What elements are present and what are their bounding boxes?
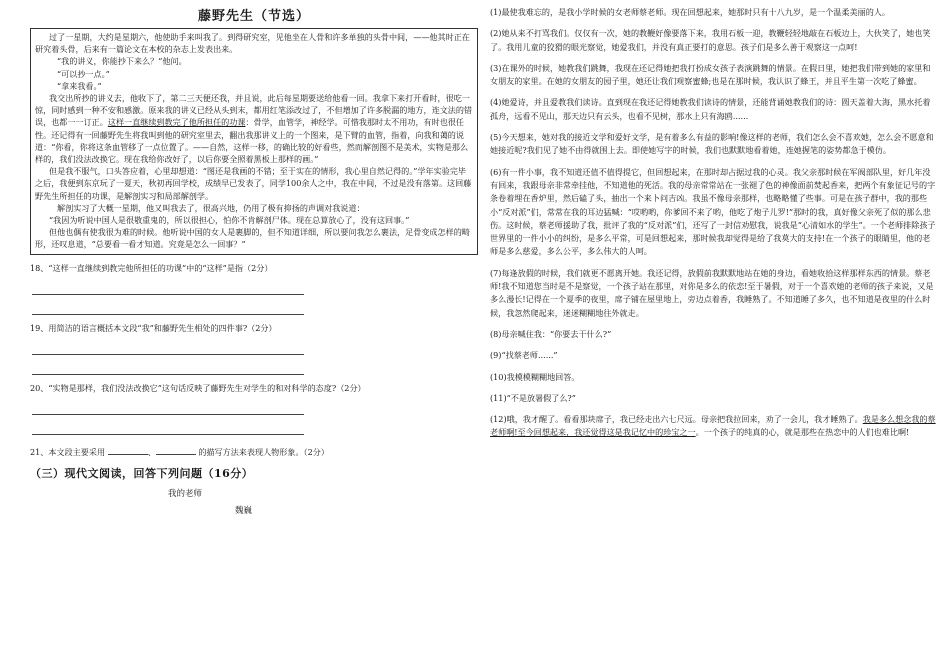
paragraph-text: (7)每逢放假的时候，我们就更不愿离开她。我还记得，放假前我默默地站在她的身边，看她收拾这样那样东西的情景。蔡老师!我不知道您当时是不是察觉，一个孩子站在那里，对你是多么的依恋!至于暑假，对于一个喜欢她的老师的孩子来说，又是多么漫长!记得在一个夏季的夜里，席子铺在屋里地上，旁边点着香，我睡熟了。不知道睡了多久，也不知道是夜里的什么时候，我忽然爬起来，迷迷糊糊地往外就走。: [490, 267, 934, 318]
answer-line[interactable]: [32, 275, 304, 295]
section-heading: （三）现代文阅读，回答下列问题（16分）: [30, 466, 254, 480]
paragraph: [490, 27, 938, 54]
paragraph-text: (3)在课外的时候，她教我们跳舞，我现在还记得她把我打扮成女孩子表演跳舞的情景。在假日里，她把我们带到她的家里和女朋友的家里。在她的女朋友的园子里，她还让我们观察蜜蜂;也是在那时候，我认识了蜂王，并且平生第一次吃了蜂蜜。: [490, 62, 931, 87]
paragraph: [490, 413, 938, 440]
paragraph: [490, 166, 938, 259]
answer-line[interactable]: [32, 395, 304, 415]
paragraph-text: (9)“找蔡老师......”: [490, 350, 558, 361]
paragraph-text: 。一个孩子的纯真的心，就是那些在热恋中的人们也难比啊!: [695, 427, 910, 438]
paragraph-text: (11)“不是放暑假了么?”: [490, 392, 576, 403]
answer-line[interactable]: [32, 295, 304, 315]
question-21-sep: 、: [147, 446, 156, 457]
question-20: [30, 382, 478, 435]
paragraph-text: (1)最使我难忘的，是我小学时候的女老师蔡老师。现在回想起来，她那时只有十八九岁，是一个温柔美丽的人。: [490, 7, 890, 17]
paragraph-text: “可以抄一点。”: [57, 68, 110, 79]
paragraph: [490, 267, 938, 320]
answer-line[interactable]: [32, 355, 304, 375]
question-21-suffix: 的描写方法来表现人物形象。（2分）: [198, 446, 329, 457]
essay-title: 我的老师: [168, 488, 203, 499]
underlined-sentence: 我是多么想念我的蔡老师啊!至今回想起来，我还觉得这是我记忆中的珍宝之一: [490, 414, 936, 438]
paragraph-text: 但他也偶有使我很为难的时候。他听说中国的女人是裹脚的，但不知道详细，所以要问我怎么裹法，足骨变成怎样的畸形，还叹息道，“总要看一看才知道。究竟是怎么一回事？”: [35, 227, 470, 250]
paragraph: [35, 202, 473, 214]
paragraph: [35, 226, 473, 250]
paragraph-text: 但是我不服气，口头答应着，心里却想道：“图还是我画的不错；至于实在的情形，我心里自然记得的。”学年实验完毕之后，我便到东京玩了一夏天，秋初再回学校，成绩早已发表了，同学100余人之中，我在中间，不过是没有落第。这回藤野先生所担任的功课，是解剖实习和局部解剖学。: [35, 166, 472, 201]
underlined-sentence: 这样一直继续到教完了他所担任的功课: [107, 117, 246, 128]
paragraph-text: 过了一星期，大约是星期六，他使助手来叫我了。到得研究室，见他坐在人骨和许多单独的头骨中间，——他其时正在研究着头骨，后来有一篇论文在本校的杂志上发表出来。: [35, 32, 470, 55]
answer-line[interactable]: [32, 335, 304, 355]
paragraph: [35, 92, 473, 165]
paragraph-text: (12)哦，我才醒了。看看那块席子，我已经走出六七尺远。母亲把我拉回来，劝了一会儿，我才睡熟了。: [490, 414, 863, 425]
paragraph-text: (8)母亲喊住我：“你要去干什么?”: [490, 328, 612, 339]
essay-column: [490, 6, 938, 448]
paragraph-text: “拿来我看。”: [57, 80, 102, 91]
paragraph-text: (5)今天想来，她对我的接近文学和爱好文学，是有着多么有益的影响!像这样的老师，我们怎么会不喜欢她，怎么会不愿意和她接近呢?我们见了她不由得就围上去。即使她写字的时候，我们也默默地看着她，连她握笔的姿势都急于模仿。: [490, 132, 934, 156]
paragraph: [35, 214, 473, 226]
passage-title: 藤野先生（节选）: [197, 9, 310, 24]
paragraph: [490, 96, 938, 123]
paragraph: [490, 6, 938, 19]
paragraph: [490, 328, 938, 341]
paragraph-text: “我的讲义，你能抄下来么？”他问。: [57, 56, 187, 67]
paragraph-text: 解剖实习了大概一星期，他又叫我去了，很高兴地，仍用了极有抑扬的声调对我说道：: [57, 202, 365, 213]
paragraph-text: (2)她从来不打骂我们。仅仅有一次，她的教鞭好像要落下来，我用石板一迎，教鞭轻轻地敲在石板边上，大伙笑了，她也笑了。我用儿童的狡猾的眼光察觉，她爱我们，并没有真正要打的意思。孩子们是多么善于观察这一点呵!: [490, 28, 931, 52]
paragraph: [490, 131, 938, 158]
blank-field[interactable]: [156, 445, 196, 455]
essay-author: 魏巍: [235, 505, 253, 516]
paragraph-text: (6)有一件小事，我不知道还值不值得提它，但回想起来，在那时却占据过我的心灵。我父亲那时候在军阀部队里，好几年没有回来，我跟母亲非常牵挂他，不知道他的死活。我的母亲常常站在一张褪了色的神像面前焚起香来，把两个有象征记号的字条卷着埋在香炉里，然后磕了头，抽出一个来卜问吉凶。我虽不像母亲那样，也略略懂了些事。可是在孩子群中，我的那些小“反对派”们，常常在我的耳边猛喊：“哎哟哟，你爹回不来了哟，他吃了炮子儿罗!”那时的我，真好像父亲死了似的那么悲伤。这时候，蔡老师援助了我，批评了我的“反对派”们，还写了一封信劝慰我，说我是“心清如水的学生”。一个老师排除孩子世界里的一件小小的纠纷，是多么平常，可是回想起来，那时候我却觉得是给了我莫大的支持!在一个孩子的眼睛里，他的老师是多么慈爱，多么公平，多么伟大的人呵。: [490, 166, 936, 257]
passage-box: [30, 28, 478, 255]
question-20-text: 20、“实物是那样，我们没法改换它”这句话反映了藤野先生对学生的和对科学的态度?（2分）: [30, 382, 366, 393]
paragraph-text: (10)我模模糊糊地回答。: [490, 371, 580, 382]
paragraph-text: ：骨学，血管学，神经学。可惜我那时太不用功，有时也很任性。还记得有一回藤野先生将我叫到他的研究室里去，翻出我那讲义上的一个图来，是下臂的血管，指着，向我和蔼的说道：“你看，你将这条血管移了一点位置了。——自然，这样一移，的确比较的好看些，然而解剖图不是美术，实物是那么样的，我们没法改换它。现在我给你改好了，以后你要全照着黑板上那样的画。”: [35, 117, 469, 165]
question-21-prefix: 21、本文段主要采用: [30, 446, 106, 457]
paragraph: [35, 31, 473, 55]
paragraph-text: (4)她爱诗，并且爱教我们读诗。直到现在我还记得她教我们读诗的情景，还能背诵她教我们的诗：圆天盖着大海，黑水托着孤舟，远看不见山，那天边只有云头，也看不见树，那水上只有海鸥......: [490, 97, 931, 121]
paragraph: [490, 392, 938, 405]
paragraph-text: 我交出所抄的讲义去，他收下了，第二三天便还我，并且说，此后每星期要送给他看一回。我拿下来打开看时，很吃一惊，同时感到一种不安和感激。原来我的讲义已经从头到末，都用红笔添改过了，不但增加了许多脱漏的地方，连文法的错误，也都一一订正。: [35, 93, 473, 128]
question-18-text: 18、“这样一直继续到教完他所担任的功课”中的“这样”是指（2分）: [30, 262, 273, 273]
paragraph: [35, 55, 473, 67]
question-21: [30, 445, 478, 459]
paragraph: [490, 62, 938, 89]
question-19: [30, 322, 478, 375]
paragraph: [490, 349, 938, 362]
paragraph: [35, 68, 473, 80]
paragraph: [35, 80, 473, 92]
left-column: [30, 6, 478, 516]
paragraph: [490, 371, 938, 384]
paragraph: [35, 165, 473, 202]
question-19-text: 19、用简洁的语言概括本文段“我”和藤野先生相处的四件事?（2分）: [30, 322, 277, 333]
question-18: [30, 262, 478, 315]
paragraph-text: “我因为听说中国人是很敬重鬼的，所以很担心，怕你不肯解剖尸体。现在总算放心了，没有这回事。”: [49, 215, 410, 226]
answer-line[interactable]: [32, 415, 304, 435]
blank-field[interactable]: [108, 445, 148, 455]
